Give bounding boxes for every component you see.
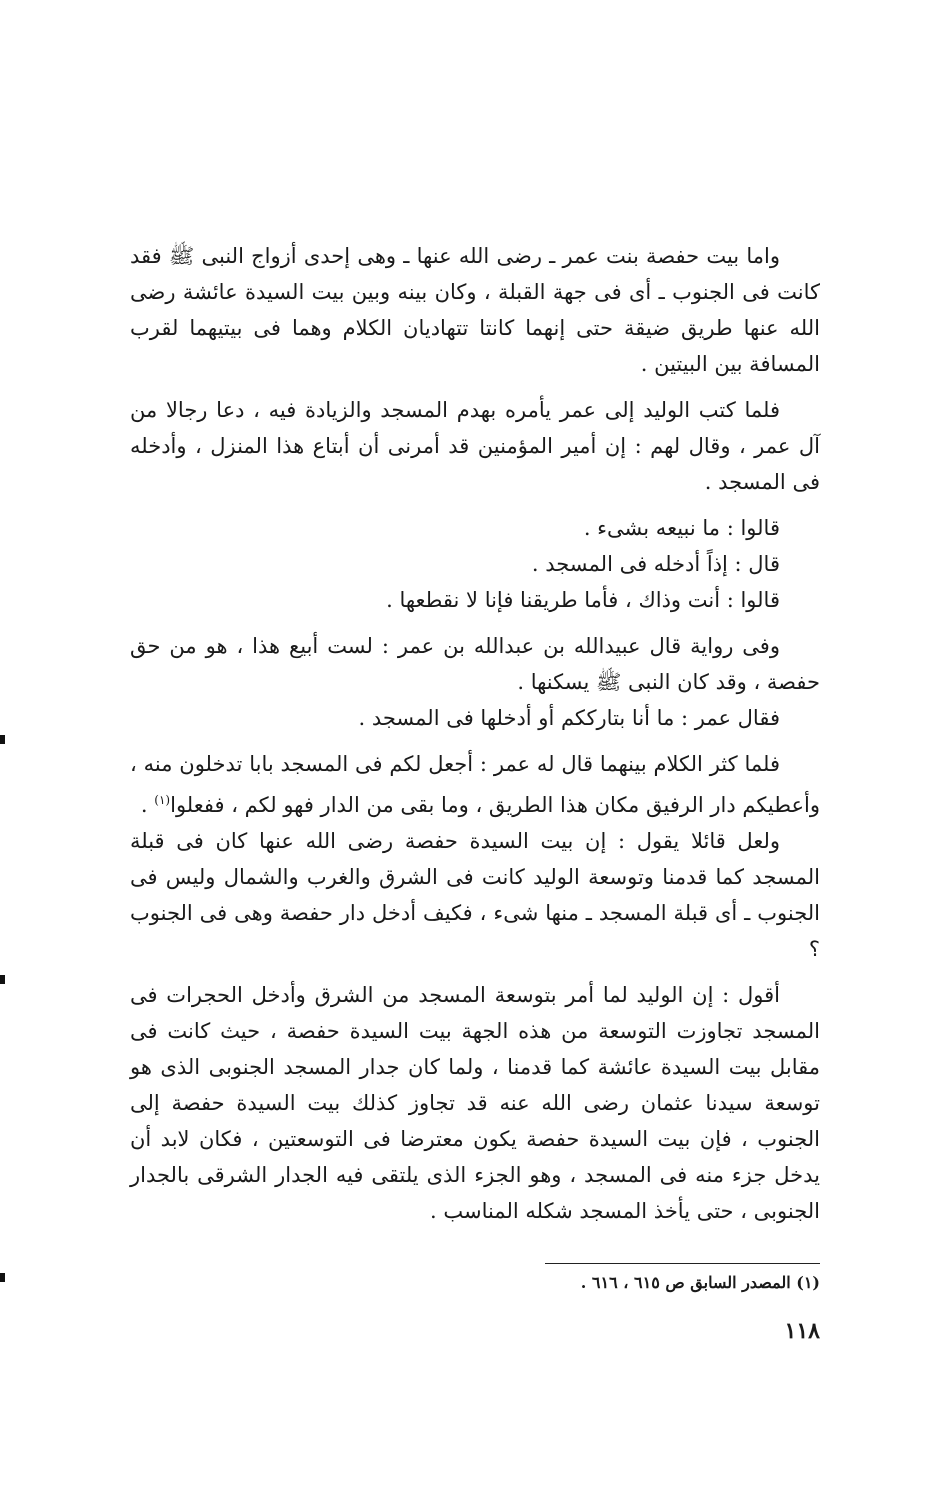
scan-edge-mark [0,735,5,744]
paragraph-objection: ولعل قائلا يقول : إن بيت السيدة حفصة رضى الله عنها كان فى قبلة المسجد كما قدمنا وتوسعة الوليد كانت فى الشرق والغرب والشمال وليس فى الجنوب ـ أى قبلة المسجد ـ منها شىء ، فكيف أدخل دار حفصة وهى فى الجنوب ؟ [130,829,820,961]
dialogue-line-3: قالوا : أنت وذاك ، فأما طريقنا فإنا لا نقطعها . [386,588,780,612]
paragraph-answer: أقول : إن الوليد لما أمر بتوسعة المسجد من الشرق وأدخل الحجرات فى المسجد تجاوزت التوسعة من هذه الجهة بيت السيدة حفصة ، حيث كانت فى مقابل بيت السيدة عائشة كما قدمنا ، ولما كان جدار المسجد الجنوبى الذى هو توسعة سيدنا عثمان رضى الله عنه قد تجاوز كذلك بيت السيدة حفصة إلى الجنوب ، فإن بيت السيدة حفصة يكون معترضا فى التوسعتين ، فكان لابد أن يدخل جزء منه فى المسجد ، وهو الجزء الذى يلتقى فيه الجدار الشرقى بالجدار الجنوبى ، حتى يأخذ المسجد شكله المناسب . [130,983,820,1223]
dialogue-line-2: قال : إذاً أدخله فى المسجد . [531,552,780,576]
dialogue-line-1: قالوا : ما نبيعه بشىء . [583,516,780,540]
scan-edge-mark [0,1273,5,1282]
paragraph-compromise-end: . [140,793,155,817]
footnote: (١) المصدر السابق ص ٦١٥ ، ٦١٦ . [580,1273,820,1292]
paragraph-compromise-text: فلما كثر الكلام بينهما قال له عمر : أجعل لكم فى المسجد بابا تدخلون منه ، وأعطيكم دار الرفيق مكان هذا الطريق ، وما بقى من الدار فهو لكم ، ففعلوا [130,752,820,817]
footnote-divider [545,1263,820,1264]
paragraph-umar-reply: فقال عمر : ما أنا بتارككم أو أدخلها فى المسجد . [358,706,780,730]
paragraph-hafsa-house: واما بيت حفصة بنت عمر ـ رضى الله عنها ـ وهى إحدى أزواج النبى ﷺ فقد كانت فى الجنوب ـ أى فى جهة القبلة ، وكان بينه وبين بيت السيدة عائشة رضى الله عنها طريق ضيقة حتى إنهما كانتا تتهاديان الكلام وهما فى بيتيهما لقرب المسافة بين البيتين . [130,244,820,376]
scan-edge-mark [0,975,5,984]
page-number: ١١٨ [784,1318,820,1344]
paragraph-compromise [130,746,820,823]
paragraph-walid-letter: فلما كتب الوليد إلى عمر يأمره بهدم المسجد والزيادة فيه ، دعا رجالا من آل عمر ، وقال لهم : إن أمير المؤمنين قد أمرنى أن أبتاع هذا المنزل ، وأدخله فى المسجد . [130,398,820,494]
paragraph-riwaya: وفى رواية قال عبيدالله بن عبدالله بن عمر : لست أبيع هذا ، هو من حق حفصة ، وقد كان النبى ﷺ يسكنها . [130,634,820,694]
footnote-ref: (١) [154,793,171,807]
main-text [130,238,820,1229]
